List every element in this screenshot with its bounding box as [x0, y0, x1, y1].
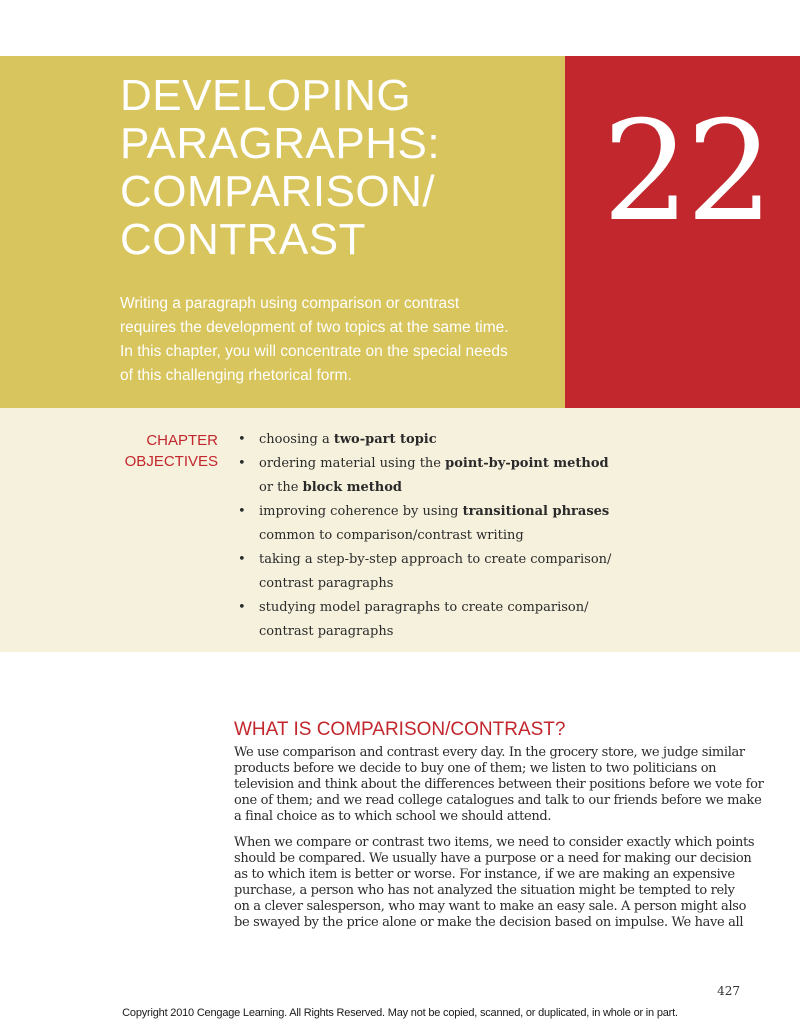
chapter-title-line: CONTRAST [120, 215, 366, 264]
objective-line [259, 548, 612, 572]
objectives-label-line: OBJECTIVES [124, 453, 218, 470]
chapter-title-line: DEVELOPING [120, 71, 412, 120]
section-heading: WHAT IS COMPARISON/CONTRAST? [234, 719, 566, 740]
chapter-intro-line: of this challenging rhetorical form. [120, 367, 352, 384]
bullet-icon: • [238, 600, 246, 615]
chapter-title [120, 72, 550, 264]
objective-text: choosing a [259, 432, 334, 447]
body-line: products before we decide to buy one of them; we listen to two politicians on [234, 761, 717, 776]
objective-text: ordering material using the [259, 456, 446, 471]
body-line: be swayed by the price alone or make the decision based on impulse. We have all [234, 915, 744, 930]
objective-item [238, 452, 609, 500]
objective-key-term: block method [302, 480, 403, 495]
body-line: one of them; and we read college catalogues and talk to our friends before we make [234, 793, 762, 808]
objectives-label-line: CHAPTER [146, 432, 218, 449]
objective-line [259, 452, 609, 476]
objective-text: improving coherence by using [259, 504, 463, 519]
objective-text: contrast paragraphs [259, 576, 394, 591]
objective-key-term: transitional phrases [462, 504, 610, 519]
objective-line [259, 596, 588, 620]
bullet-icon: • [238, 432, 246, 447]
objective-text: or the [259, 480, 303, 495]
objective-text: studying model paragraphs to create comparison/ [259, 600, 589, 615]
objective-text: common to comparison/contrast writing [259, 528, 524, 543]
chapter-title-line: COMPARISON/ [120, 167, 436, 216]
objective-line [259, 428, 588, 452]
chapter-intro [120, 292, 540, 388]
bullet-icon: • [238, 504, 246, 519]
objectives-list [238, 428, 612, 644]
body-paragraph [234, 835, 755, 931]
chapter-intro-line: Writing a paragraph using comparison or contrast [120, 295, 460, 312]
objective-line [259, 500, 610, 524]
copyright-notice: Copyright 2010 Cengage Learning. All Rights Reserved. May not be copied, scanned, or duplicated, in whole or in part. [122, 1007, 678, 1019]
objective-item [238, 428, 588, 452]
body-line: purchase, a person who has not analyzed the situation might be tempted to rely [234, 883, 735, 898]
objective-item [238, 548, 612, 596]
objective-text: contrast paragraphs [259, 624, 394, 639]
chapter-number: 22 [602, 91, 770, 252]
body-line: should be compared. We usually have a purpose or a need for making our decision [234, 851, 752, 866]
objective-item [238, 500, 610, 548]
objectives-label [96, 430, 218, 472]
page-number: 427 [717, 984, 740, 998]
bullet-icon: • [238, 456, 246, 471]
body-line: television and think about the differences between their positions before we vote for [234, 777, 764, 792]
chapter-title-line: PARAGRAPHS: [120, 119, 441, 168]
chapter-intro-line: In this chapter, you will concentrate on the special needs [120, 343, 508, 360]
body-line: When we compare or contrast two items, we need to consider exactly which points [234, 835, 755, 850]
objective-key-term: two-part topic [333, 432, 437, 447]
chapter-intro-line: requires the development of two topics at the same time. [120, 319, 509, 336]
objective-item [238, 596, 588, 644]
objective-line [259, 572, 588, 596]
objective-line [259, 476, 588, 500]
objective-line [259, 620, 588, 644]
objective-key-term: point-by-point method [445, 456, 609, 471]
body-line: on a clever salesperson, who may want to make an easy sale. A person might also [234, 899, 747, 914]
bullet-icon: • [238, 552, 246, 567]
objective-text: taking a step-by-step approach to create comparison/ [259, 552, 612, 567]
body-line: as to which item is better or worse. For instance, if we are making an expensive [234, 867, 735, 882]
body-paragraph [234, 745, 764, 825]
objective-line [259, 524, 588, 548]
section-body [234, 745, 764, 941]
body-line: a final choice as to which school we should attend. [234, 809, 552, 824]
body-line: We use comparison and contrast every day. In the grocery store, we judge similar [234, 745, 745, 760]
